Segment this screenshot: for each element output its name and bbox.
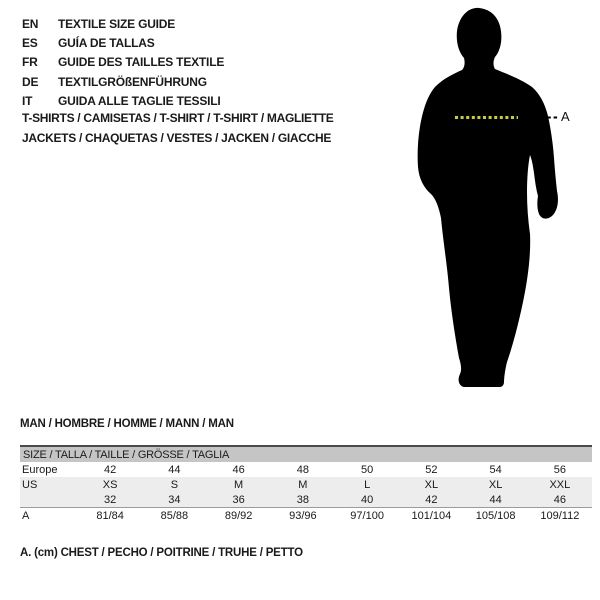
table-cell: 44 <box>489 493 502 506</box>
category-line-tshirts: T-SHIRTS / CAMISETAS / T-SHIRT / T-SHIRT / MAGLIETTE <box>22 111 334 125</box>
measure-label-a: A <box>561 109 570 124</box>
language-code: ES <box>22 35 38 50</box>
table-row-us-numbers <box>20 492 592 507</box>
table-cell: 42 <box>104 463 117 476</box>
size-table-header: SIZE / TALLA / TAILLE / GRÖSSE / TAGLIA <box>20 447 592 462</box>
table-cell: 97/100 <box>350 510 384 522</box>
measurement-footnote: A. (cm) CHEST / PECHO / POITRINE / TRUHE / PETTO <box>20 547 303 559</box>
table-row-us-letters <box>20 477 592 492</box>
table-cell: 46 <box>232 463 245 476</box>
table-cell: 38 <box>296 493 309 506</box>
language-title-list <box>22 14 224 110</box>
table-cell: M <box>234 478 244 491</box>
man-silhouette <box>418 8 558 387</box>
language-title: TEXTILE SIZE GUIDE <box>58 16 176 31</box>
row-label: US <box>22 478 38 491</box>
table-cell: 44 <box>168 463 181 476</box>
language-row <box>22 14 224 33</box>
table-cell: 101/104 <box>411 510 452 522</box>
language-code: DE <box>22 74 39 89</box>
category-line-jackets: JACKETS / CHAQUETAS / VESTES / JACKEN / GIACCHE <box>22 130 332 145</box>
table-row-europe <box>20 462 592 477</box>
table-cell: 109/112 <box>540 510 580 522</box>
language-row <box>22 91 224 110</box>
man-silhouette-svg <box>398 0 583 412</box>
table-cell: 89/92 <box>224 510 253 522</box>
table-cell: 54 <box>489 463 502 476</box>
table-cell: 40 <box>361 493 374 506</box>
garment-categories <box>22 109 334 148</box>
language-title: GUIDE DES TAILLES TEXTILE <box>58 55 225 70</box>
table-cell: 50 <box>361 463 374 476</box>
language-row <box>22 72 224 91</box>
table-cell: 42 <box>425 493 438 506</box>
table-cell: XXL <box>549 478 571 491</box>
section-title-man: MAN / HOMBRE / HOMME / MANN / MAN <box>20 418 234 430</box>
table-cell: 34 <box>168 493 181 506</box>
table-cell: XL <box>424 478 439 491</box>
table-cell: L <box>364 478 371 491</box>
table-cell: 56 <box>553 463 566 476</box>
row-label: A <box>22 510 30 522</box>
language-code: IT <box>22 93 33 108</box>
table-cell: 85/88 <box>160 510 189 522</box>
table-cell: 32 <box>104 493 117 506</box>
table-cell: 36 <box>232 493 245 506</box>
table-cell: 93/96 <box>289 510 317 522</box>
row-label: Europe <box>22 463 58 476</box>
size-table <box>20 445 592 524</box>
table-cell: 81/84 <box>96 510 124 522</box>
language-title: TEXTILGRÖßENFÜHRUNG <box>58 74 207 89</box>
table-cell: S <box>170 478 179 491</box>
table-cell: 52 <box>425 463 438 476</box>
table-cell: XS <box>102 478 118 491</box>
language-code: EN <box>22 16 39 31</box>
table-cell: 46 <box>553 493 566 506</box>
man-figure <box>398 0 583 412</box>
language-row <box>22 53 224 72</box>
language-code: FR <box>22 55 38 70</box>
language-title: GUÍA DE TALLAS <box>58 35 155 50</box>
language-title: GUIDA ALLE TAGLIE TESSILI <box>58 93 221 108</box>
language-row <box>22 33 224 52</box>
table-cell: 48 <box>296 463 309 476</box>
table-cell: 105/108 <box>475 510 516 522</box>
table-row-chest-cm <box>20 507 592 524</box>
table-cell: M <box>298 478 308 491</box>
table-cell: XL <box>488 478 503 491</box>
